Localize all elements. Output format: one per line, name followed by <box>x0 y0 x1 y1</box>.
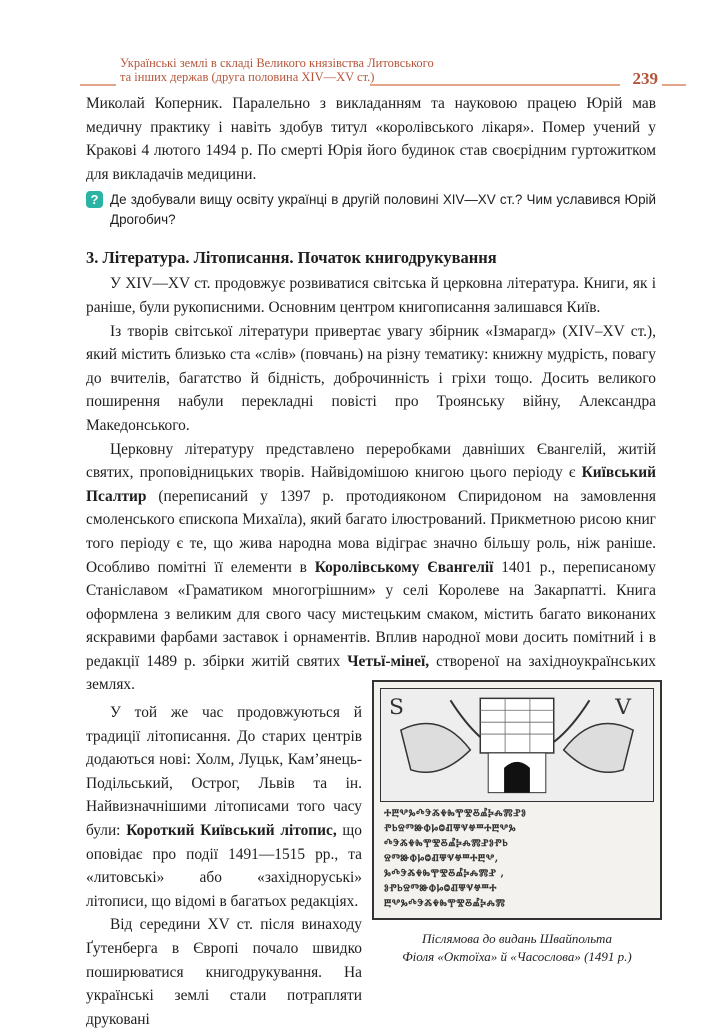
bold-term: Королівському Євангелії <box>314 558 494 576</box>
figure-caption <box>372 930 662 966</box>
figure-image <box>372 680 662 920</box>
header-rule-middle <box>370 84 620 86</box>
running-title <box>120 56 434 84</box>
letter-left: S <box>388 695 404 721</box>
text-run: (переписаний у 1397 р. протодияконом Спиридоном на замовлення смоленського єпископа Михаїла), який багато ілюстрований. Прикметною рисою книг того періоду є те, що жива народна мова відіграє значно більшу роль, ніж раніше. Особливо помітні її елементи в <box>86 487 656 576</box>
header-rule-right <box>662 84 686 86</box>
text-run: створеної на західноукраїнських землях. <box>86 652 656 694</box>
page-header <box>80 56 680 96</box>
question-text: Де здобували вищу освіту українці в другій половині XIV—XV ст.? Чим уславився Юрій Дрогобич? <box>110 192 656 228</box>
running-title-line-2: та інших держав (друга половина XIV—XV ст.) <box>120 70 375 84</box>
question-icon: ? <box>86 191 103 208</box>
paragraph: Від середини XV ст. після винаходу Ґутенберга в Європі почало швидко поширюватися книгодрукування. На українські землі стали потрапляти друковані <box>86 916 362 1028</box>
text-run: 1401 р., переписаному Станіславом «Граматиком многогрішним» у селі Королеве на Закарпатті. Книга оформлена з великим для свого часу мистецьким смаком, містить багато виконаних яскравими фарбами заставок і орнаментів. Вплив народної мови досить помітний і в редакції 1489 р. збірки житій святих <box>86 558 656 670</box>
coat-of-arms-engraving <box>380 688 654 802</box>
paragraph <box>86 701 362 913</box>
section-heading: 3. Література. Літописання. Початок книгодрукування <box>86 248 497 268</box>
bold-term: Короткий Київський літопис, <box>126 822 337 840</box>
bold-term: Київський Псалтир <box>86 464 656 505</box>
text-run: Церковну літературу представлено переробками давніших Євангелій, житій святих, проповідницьких творів. Найвідомішою книгою цього періоду є <box>86 440 656 482</box>
bold-term: Четьї-мінеї, <box>347 652 430 670</box>
text-run: У той же час продовжуються й традиції літописання. До старих центрів додаються нові: Холм, Луцьк, Кам’янець-Подільський, Острог, Львів та ін. Найвизначнішими літописами того часу були: <box>86 704 362 840</box>
header-rule-left <box>80 84 116 86</box>
paragraph <box>86 438 656 698</box>
letter-right: V <box>615 695 632 721</box>
paragraph: Із творів світської літератури привертає увагу збірник «Ізмарагд» (XIV–XV ст.), який містить близько ста «слів» (повчань) на різну тематику: книжну мудрість, повагу до вчителів, багатство й бідність, доброчинність і гріхи тощо. Досить великого поширення набули перекладні повісті про Троянську війну, Александра Македонського. <box>86 322 656 434</box>
caption-line-1: Післямова до видань Швайпольта <box>422 931 612 946</box>
paragraph: У XIV—XV ст. продовжує розвиватися світська й церковна література. Книги, як і раніше, були рукописними. Основним центром книгописання залишався Київ. <box>86 275 656 316</box>
running-title-line-1: Українські землі в складі Великого князівства Литовського <box>120 56 434 70</box>
page-number: 239 <box>632 69 658 88</box>
text-run: що оповідає про події 1491—1515 рр., та «литовські» або «західноруські» літописи, що відомі в багатьох редакціях. <box>86 822 362 910</box>
question-block <box>86 190 656 230</box>
old-slavonic-text-decor: ⰀⰁⰂⰃⰄⰅⰆⰇⰈⰉⰊⰋⰌⰍⰎⰏⰐⰑ ⰒⰓⰔⰕⰖⰗⰘⰙⰚⰛⰜⰝⰞⰀⰁⰂⰃ ⰄⰅⰆⰇⰈⰉⰊⰋⰌⰍⰎⰏⰐⰑⰒⰓ ⰔⰕⰖⰗⰘⰙⰚⰛⰜⰝⰞⰀⰁⰂ, ⰃⰄⰅⰆⰇⰈⰉⰊⰋⰌⰍⰎⰏⰐ , ⰑⰒⰓⰔⰕⰖⰗⰘⰙⰚⰛⰜⰝⰞⰀ ⰁⰂⰃⰄⰅⰆⰇⰈⰉⰊⰋⰌⰍⰎⰏ <box>384 808 527 909</box>
lviv-coat-of-arms-icon <box>381 689 653 801</box>
caption-line-2: Фіоля «Октоїха» й «Часослова» (1491 р.) <box>402 949 632 964</box>
paragraph: Миколай Коперник. Паралельно з викладанням та науковою працею Юрій мав медичну практику і навіть здобув титул «королівського лікаря». Помер учений у Кракові 4 лютого 1494 р. По смерті Юрія його будинок став своєрідним гуртожитком для викладачів медицини. <box>86 95 656 183</box>
